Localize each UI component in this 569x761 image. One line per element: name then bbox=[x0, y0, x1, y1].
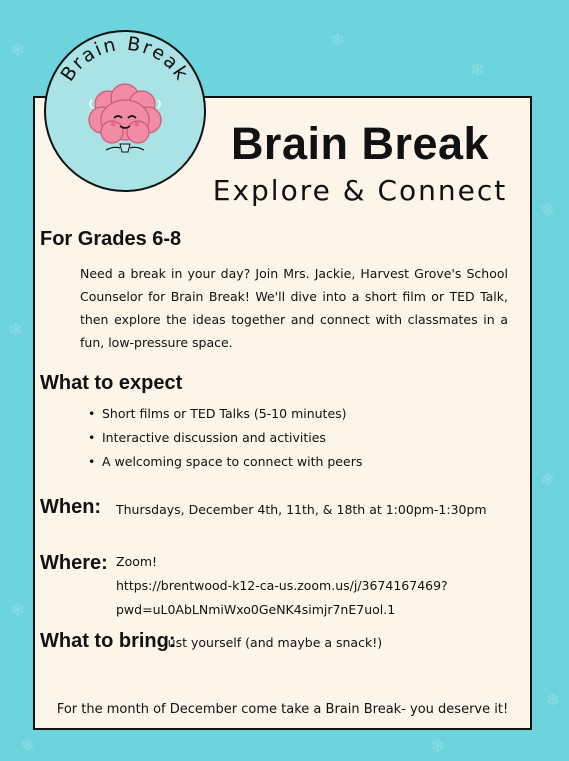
snowflake-icon: ❄ bbox=[8, 320, 24, 341]
snowflake-icon: ❄ bbox=[20, 735, 36, 756]
list-item: • A welcoming space to connect with peers bbox=[88, 450, 362, 474]
snowflake-icon: ❄ bbox=[330, 30, 346, 51]
footer-text: For the month of December come take a Brain Break- you deserve it! bbox=[56, 702, 509, 717]
page-title: Brain Break bbox=[230, 118, 490, 169]
snowflake-icon: ❄ bbox=[10, 40, 26, 61]
bring-heading: What to bring: bbox=[40, 630, 176, 652]
list-item: • Interactive discussion and activities bbox=[88, 426, 362, 450]
snowflake-icon: ❄ bbox=[10, 600, 26, 621]
zoom-link-password[interactable]: pwd=uL0AbLNmiWxo0GeNK4simjr7nE7uol.1 bbox=[116, 602, 396, 617]
brain-icon bbox=[82, 78, 168, 164]
snowflake-icon: ❄ bbox=[470, 60, 486, 81]
where-line: Zoom! bbox=[116, 554, 158, 569]
list-item: • Short films or TED Talks (5-10 minutes) bbox=[88, 402, 362, 426]
page-subtitle: Explore & Connect bbox=[212, 174, 508, 207]
when-heading: When: bbox=[40, 496, 102, 518]
snowflake-icon: ❄ bbox=[430, 736, 446, 757]
intro-paragraph: Need a break in your day? Join Mrs. Jackie, Harvest Grove's School Counselor for Brain Break! We'll dive into a short film or TED Talk, then explore the ideas together and connect with classmates in a fun, low-pressure space. bbox=[80, 266, 508, 350]
where-heading: Where: bbox=[40, 552, 108, 574]
bring-value: Just yourself (and maybe a snack!) bbox=[164, 635, 383, 650]
where-value bbox=[116, 550, 448, 622]
when-value: Thursdays, December 4th, 11th, & 18th at 1:00pm-1:30pm bbox=[116, 502, 487, 517]
snowflake-icon: ❄ bbox=[545, 690, 561, 711]
snowflake-icon: ❄ bbox=[540, 470, 556, 491]
snowflake-icon: ❄ bbox=[540, 200, 556, 221]
logo-text: Brain Break bbox=[56, 32, 194, 86]
expect-heading: What to expect bbox=[40, 372, 183, 394]
grades-heading: For Grades 6-8 bbox=[40, 228, 182, 250]
zoom-link[interactable]: https://brentwood-k12-ca-us.zoom.us/j/3674167469? bbox=[116, 578, 448, 593]
brain-break-logo bbox=[44, 30, 206, 192]
expect-list bbox=[88, 402, 362, 474]
